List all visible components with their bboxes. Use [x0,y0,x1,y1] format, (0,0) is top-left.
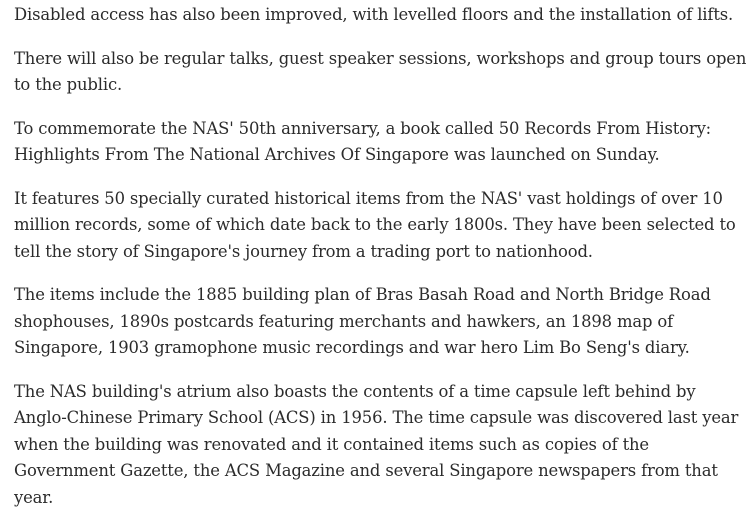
paragraph-items-list: The items include the 1885 building plan of Bras Basah Road and North Bridge Road shophouses, 1890s postcards featuring merchants and hawkers, an 1898 map of Singapore, 1903 gramophone music recordings and war hero Lim Bo Seng's diary. [14,285,711,357]
article-body [14,2,750,528]
paragraph-anniversary-book: To commemorate the NAS' 50th anniversary, a book called 50 Records From History: Highlights From The National Archives Of Singapore was launched on Sunday. [14,118,712,164]
paragraph-historical-items: It features 50 specially curated historical items from the NAS' vast holdings of over 10 million records, some of which date back to the early 1800s. They have been selected to tell the story of Singapore's journey from a trading port to nationhood. [14,188,736,261]
paragraph-public-events: There will also be regular talks, guest speaker sessions, workshops and group tours open to the public. [14,48,747,94]
paragraph-time-capsule: The NAS building's atrium also boasts the contents of a time capsule left behind by Anglo-Chinese Primary School (ACS) in 1956. The time capsule was discovered last year when the building was renovated and it contained items such as copies of the Government Gazette, the ACS Magazine and several Singapore newspapers from that year. [14,381,739,507]
paragraph-disabled-access: Disabled access has also been improved, with levelled floors and the installation of lifts. [14,5,734,24]
